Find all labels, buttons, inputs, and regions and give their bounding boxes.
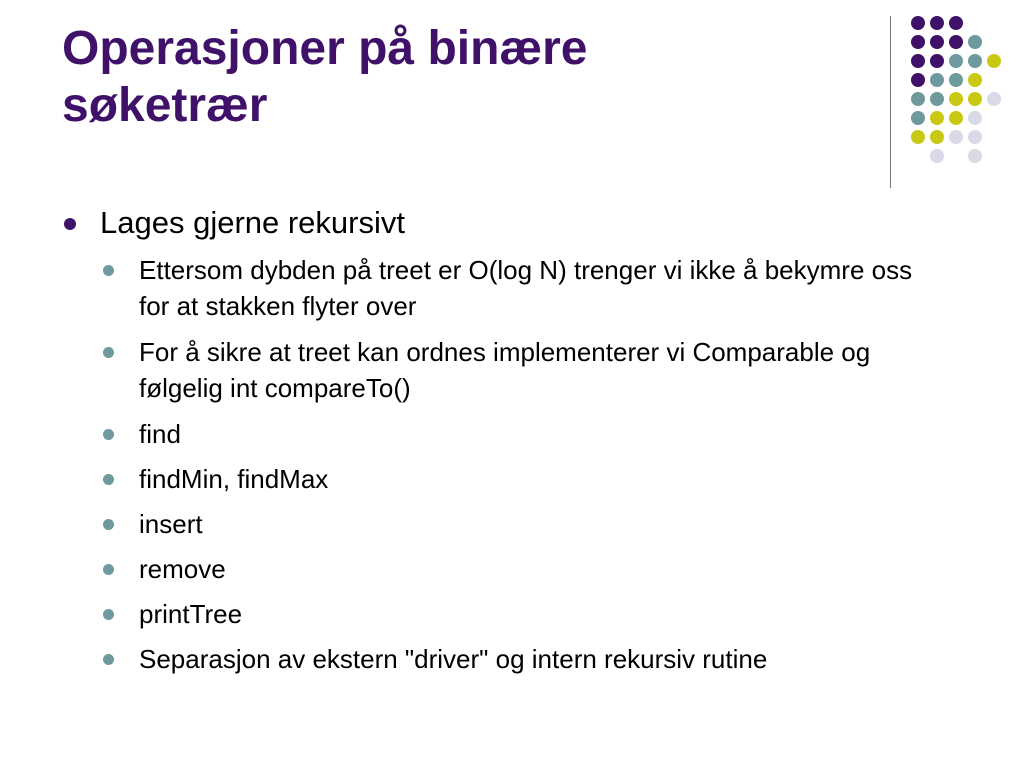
bullet-level2-text: printTree <box>139 599 243 629</box>
bullet-level1-text: Lages gjerne rekursivt <box>100 205 405 240</box>
bullet-dot <box>103 265 114 276</box>
bullet-dot <box>64 218 76 230</box>
bullet-level2-text: Ettersom dybden på treet er O(log N) trenger vi ikke å bekymre oss for at stakken flyter over <box>139 255 913 321</box>
bullet-dot <box>103 609 114 620</box>
bullet-level2-text: For å sikre at treet kan ordnes implementerer vi Comparable og følgelig int compareTo() <box>139 337 871 403</box>
bullet-dot <box>103 474 114 485</box>
bullet-level2-text: findMin, findMax <box>139 464 329 494</box>
bullet-level2-text: remove <box>139 554 226 584</box>
bullet-dot <box>103 519 114 530</box>
bullet-level2-text: find <box>139 419 181 449</box>
bullet-level2-text: Separasjon av ekstern "driver" og intern rekursiv rutine <box>139 644 768 674</box>
slide-title-line-1: Operasjoner på binære <box>62 22 588 75</box>
bullet-dot <box>103 429 114 440</box>
bullet-dot <box>103 654 114 665</box>
bullet-dot <box>103 564 114 575</box>
slide-title-line-2: søketrær <box>62 79 268 132</box>
bullet-level2-text: insert <box>139 509 203 539</box>
bullet-dot <box>103 347 114 358</box>
